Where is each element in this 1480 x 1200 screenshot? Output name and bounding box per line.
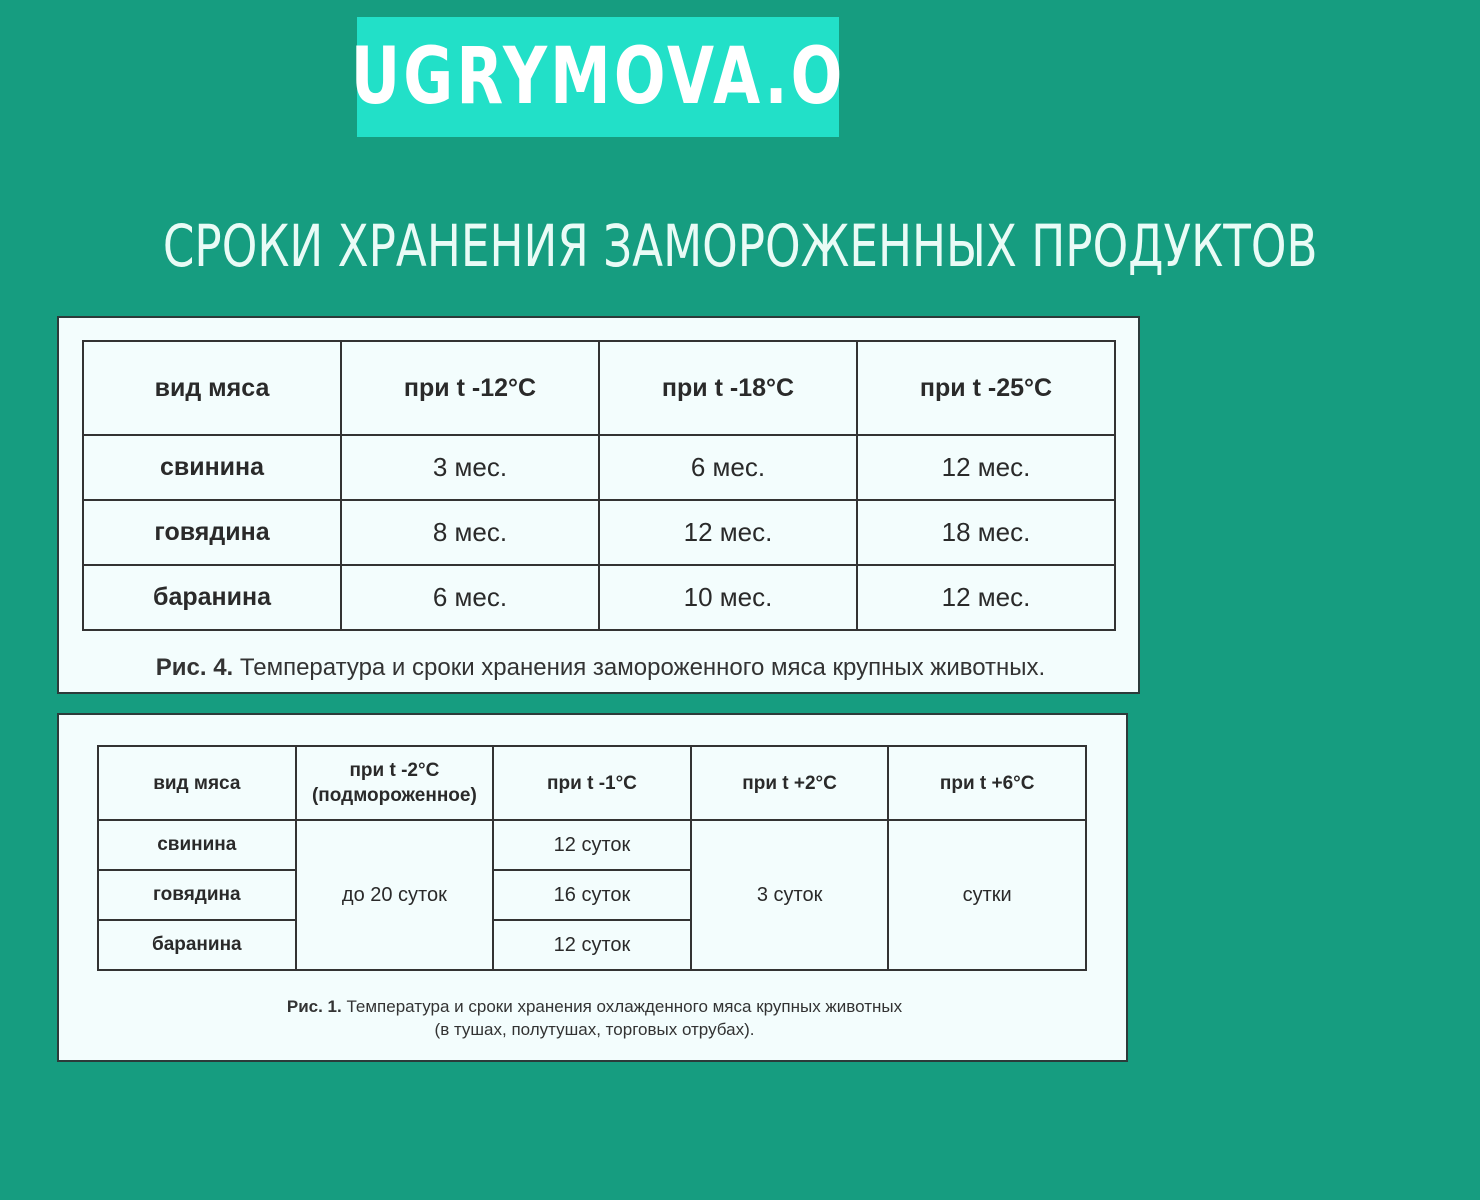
caption-label: Рис. 1. <box>286 997 342 1016</box>
table-cell: 16 суток <box>493 870 691 920</box>
header-temp-plus6: при t +6°C <box>888 746 1086 820</box>
row-meat-lamb: баранина <box>98 920 296 970</box>
header-temp-minus2-line1: при t -2°C <box>349 760 440 781</box>
header-temp-minus25: при t -25°C <box>857 341 1115 435</box>
frozen-meat-table <box>82 340 1116 631</box>
caption-text: Температура и сроки хранения замороженного мяса крупных животных. <box>239 654 1046 681</box>
header-meat-type: вид мяса <box>83 341 341 435</box>
table-row <box>98 820 1086 870</box>
header-temp-minus2 <box>296 746 494 820</box>
row-meat-pork: свинина <box>98 820 296 870</box>
table-header-row <box>98 746 1086 820</box>
table-row <box>83 500 1115 565</box>
header-temp-minus1: при t -1°C <box>493 746 691 820</box>
page-title <box>0 212 1318 280</box>
table-row <box>83 565 1115 630</box>
chilled-meat-table <box>97 745 1087 971</box>
table-cell: 12 мес. <box>857 435 1115 500</box>
logo-banner <box>350 17 846 137</box>
table-cell: 18 мес. <box>857 500 1115 565</box>
table-cell: 12 мес. <box>857 565 1115 630</box>
header-temp-minus12: при t -12°C <box>341 341 599 435</box>
header-temp-minus18: при t -18°C <box>599 341 857 435</box>
header-meat-type: вид мяса <box>98 746 296 820</box>
row-meat-lamb: баранина <box>83 565 341 630</box>
row-meat-beef: говядина <box>98 870 296 920</box>
caption-text: Температура и сроки хранения охлажденного мяса крупных животных <box>346 997 903 1016</box>
page-title-text: СРОКИ ХРАНЕНИЯ ЗАМОРОЖЕННЫХ ПРОДУКТОВ <box>162 212 1318 280</box>
table-cell: 3 мес. <box>341 435 599 500</box>
table-cell: 10 мес. <box>599 565 857 630</box>
figure-caption <box>59 995 1130 1041</box>
row-meat-beef: говядина <box>83 500 341 565</box>
table-cell: 12 мес. <box>599 500 857 565</box>
row-meat-pork: свинина <box>83 435 341 500</box>
table-row <box>83 435 1115 500</box>
header-temp-minus2-line2: (подмороженное) <box>311 785 477 806</box>
cell-plus2-all: 3 суток <box>691 820 889 970</box>
header-temp-plus2: при t +2°C <box>691 746 889 820</box>
caption-text-line2: (в тушах, полутушах, торговых отрубах). <box>434 1020 755 1039</box>
frozen-meat-panel <box>57 316 1140 694</box>
table-cell: 8 мес. <box>341 500 599 565</box>
table-cell: 12 суток <box>493 920 691 970</box>
chilled-meat-panel <box>57 713 1128 1062</box>
caption-label: Рис. 4. <box>155 654 234 681</box>
cell-minus2-all: до 20 суток <box>296 820 494 970</box>
table-header-row <box>83 341 1115 435</box>
cell-plus6-all: сутки <box>888 820 1086 970</box>
table-cell: 6 мес. <box>341 565 599 630</box>
table-cell: 12 суток <box>493 820 691 870</box>
table-cell: 6 мес. <box>599 435 857 500</box>
logo-text: UGRYMOVA.O <box>350 32 846 122</box>
figure-caption <box>59 654 1142 682</box>
